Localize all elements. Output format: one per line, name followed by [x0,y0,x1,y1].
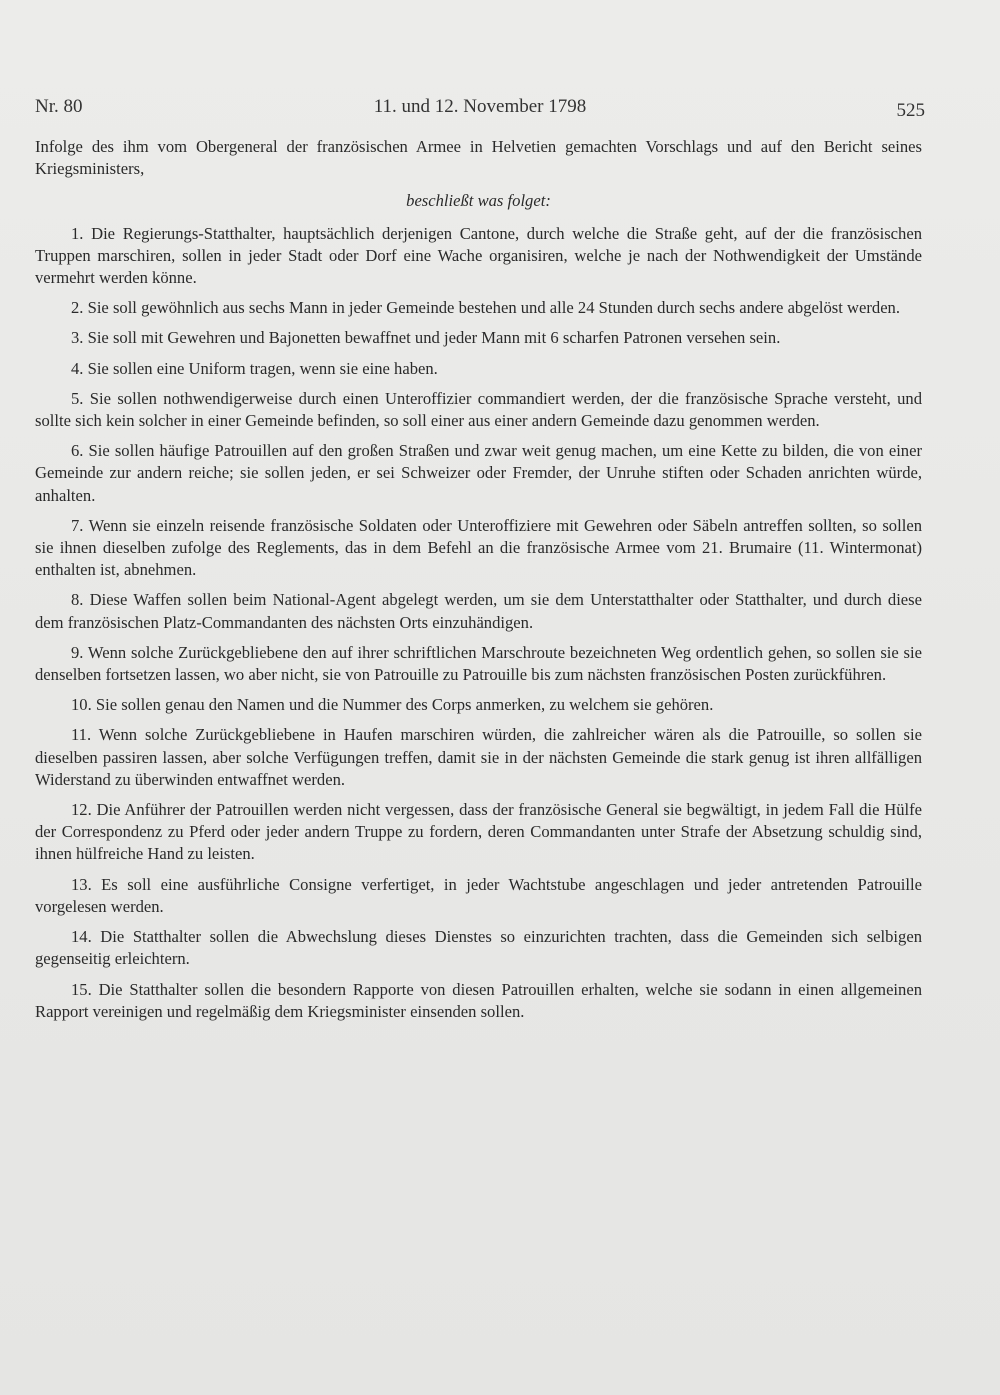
article-7: 7. Wenn sie einzeln reisende französische Soldaten oder Unteroffiziere mit Gewehren oder Säbeln antreffen sollten, so sollen sie ihnen dieselben zufolge des Reglements, das in dem Befehl an die französische Armee vom 21. Brumaire (11. Wintermonat) enthalten ist, abnehmen. [35,515,922,580]
article-4: 4. Sie sollen eine Uniform tragen, wenn sie eine haben. [71,358,438,378]
article-1: 1. Die Regierungs-Statthalter, hauptsächlich derjenigen Cantone, durch welche die Straße geht, auf der die französischen Truppen marschiren, sollen in jeder Stadt oder Dorf eine Wache organisiren, welche je nach der Nothwendigkeit der Umstände vermehrt werden könne. [35,223,922,288]
document-date: 11. und 12. November 1798 [373,96,587,117]
article-14: 14. Die Statthalter sollen die Abwechslung dieses Dienstes so einzurichten trachten, dass die Gemeinden sich selbigen gegenseitig erleichtern. [35,927,922,969]
article-3: 3. Sie soll mit Gewehren und Bajonetten bewaffnet und jeder Mann mit 6 scharfen Patronen versehen sein. [71,328,781,348]
document-body [35,136,922,1031]
document-number: Nr. 80 [35,96,83,117]
page-header [35,96,925,124]
intro-paragraph: Infolge des ihm vom Obergeneral der französischen Armee in Helvetien gemachten Vorschlags und auf den Bericht seines Kriegsministers, [35,137,922,179]
article-8: 8. Diese Waffen sollen beim National-Agent abgelegt werden, um sie dem Unterstatthalter oder Statthalter, und durch diese dem französischen Platz-Commandanten des nächsten Orts einzuhändigen. [35,590,922,632]
article-5: 5. Sie sollen nothwendigerweise durch einen Unteroffizier commandiert werden, der die französische Sprache versteht, und sollte sich kein solcher in einer Gemeinde befinden, so soll einer aus einer andern Gemeinde dazu genommen werden. [35,388,922,431]
article-13: 13. Es soll eine ausführliche Consigne verfertiget, in jeder Wachtstube angeschlagen und jeder antretenden Patrouille vorgelesen werden. [35,874,922,916]
article-9: 9. Wenn solche Zurückgebliebene den auf ihrer schriftlichen Marschroute bezeichneten Weg ordentlich gehen, so sollen sie sie denselben fortsetzen lassen, wo aber nicht, sie von Patrouille zu Patrouille bis zum nächsten französischen Posten zurückführen. [35,642,922,685]
article-6: 6. Sie sollen häufige Patrouillen auf den großen Straßen und zwar weit genug machen, um eine Kette zu bilden, die von einer Gemeinde zur andern reiche; sie sollen jeden, er sei Schweizer oder Fremder, der Unruhe stiften oder Schaden anrichten würde, anhalten. [35,441,922,505]
article-15: 15. Die Statthalter sollen die besondern Rapporte von diesen Patrouillen erhalten, welche sie sodann in einen allgemeinen Rapport vereinigen und regelmäßig dem Kriegsminister einsenden sollen. [35,979,922,1021]
article-2: 2. Sie soll gewöhnlich aus sechs Mann in jeder Gemeinde bestehen und alle 24 Stunden durch sechs andere abgelöst werden. [71,298,900,318]
resolution-heading: beschließt was folget: [406,191,551,211]
article-10: 10. Sie sollen genau den Namen und die Nummer des Corps anmerken, zu welchem sie gehören. [71,695,714,715]
article-12: 12. Die Anführer der Patrouillen werden nicht vergessen, dass der französische General sie begwältigt, in jedem Fall die Hülfe der Correspondenz zu Pferd oder jeder andern Truppe zu fordern, deren Commandanten unter Strafe der Absetzung schuldig sind, ihnen hülfreiche Hand zu leisten. [35,800,922,864]
page-number: 525 [896,100,925,121]
article-11: 11. Wenn solche Zurückgebliebene in Haufen marschiren würden, die zahlreicher wären als die Patrouille, so sollen sie dieselben passiren lassen, aber solche Verfügungen treffen, damit sie in der nächsten Gemeinde die stark genug ist ihren allfälligen Widerstand zu überwinden entwaffnet werden. [35,725,922,789]
